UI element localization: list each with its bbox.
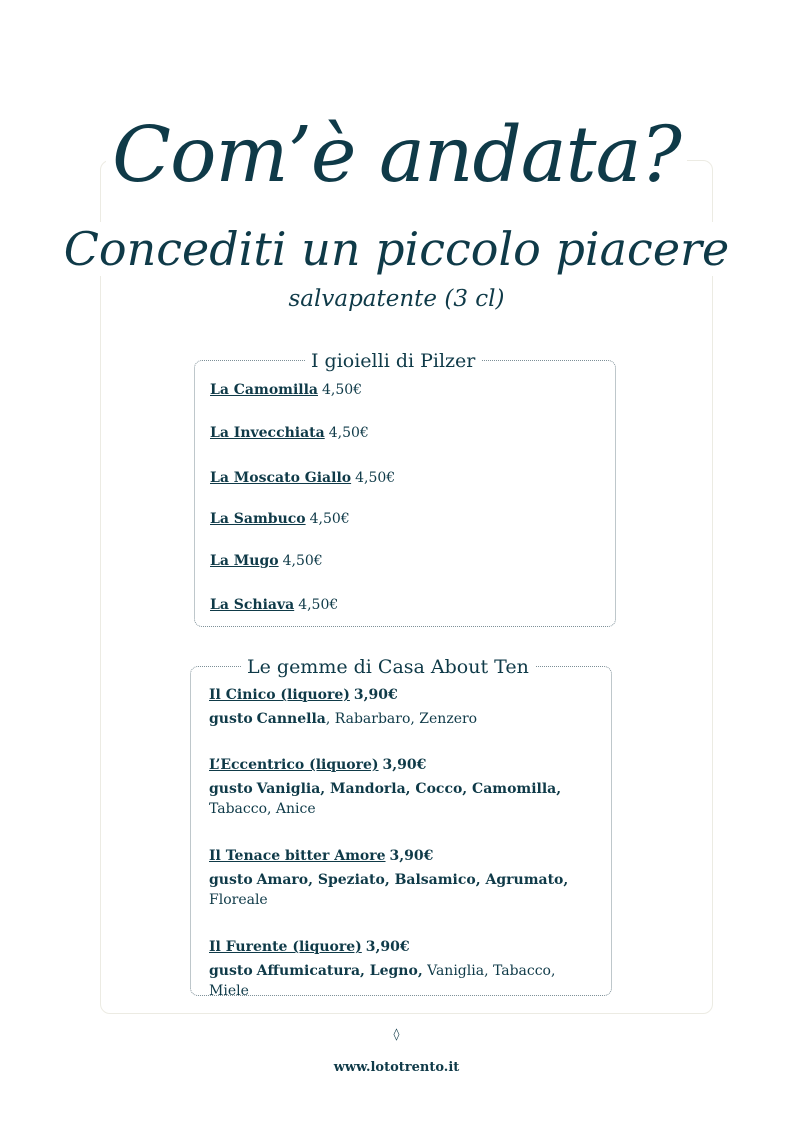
item-name: La Schiava [210, 597, 295, 613]
casa-heading: Le gemme di Casa About Ten [241, 655, 535, 679]
item-name: Il Tenace bitter Amore [209, 848, 386, 864]
taste-main: Amaro, Speziato, Balsamico, Agrumato, [256, 872, 569, 888]
menu-item [210, 596, 338, 614]
taste-rest: Floreale [209, 892, 268, 908]
item-name: La Sambuco [210, 511, 306, 527]
item-taste [209, 779, 589, 819]
taste-label: gusto [209, 711, 253, 727]
taste-label: gusto [209, 781, 253, 797]
item-name: La Invecchiata [210, 425, 325, 441]
menu-item [210, 510, 350, 528]
item-price: 4,50€ [298, 597, 339, 613]
taste-rest: Tabacco, Anice [209, 801, 316, 817]
taste-main: Cannella [256, 711, 326, 727]
menu-item [210, 381, 362, 399]
page-subtitle: Concediti un piccolo piacere [0, 220, 793, 278]
item-taste [209, 709, 589, 729]
taste-main: Affumicatura, Legno, [256, 963, 423, 979]
item-name: La Mugo [210, 553, 279, 569]
menu-item [209, 846, 589, 910]
taste-label: gusto [209, 872, 253, 888]
menu-item [210, 552, 323, 570]
item-taste [209, 961, 589, 1001]
item-price: 3,90€ [382, 757, 427, 773]
item-name: L’Eccentrico (liquore) [209, 757, 379, 773]
pilzer-heading: I gioielli di Pilzer [305, 349, 481, 373]
item-price: 4,50€ [328, 425, 369, 441]
item-taste [209, 870, 589, 910]
diamond-ornament: ◊ [393, 1027, 400, 1041]
item-name: La Moscato Giallo [210, 470, 352, 486]
item-price: 3,90€ [389, 848, 434, 864]
pilzer-section [194, 350, 616, 627]
item-name: Il Furente (liquore) [209, 939, 362, 955]
menu-item [209, 937, 589, 1001]
serving-note: salvapatente (3 cl) [288, 286, 505, 312]
item-price: 3,90€ [365, 939, 410, 955]
item-name: Il Cinico (liquore) [209, 687, 350, 703]
menu-item [210, 469, 395, 487]
menu-item [210, 424, 369, 442]
page-title: Com’è andata? [0, 108, 793, 204]
taste-label: gusto [209, 963, 253, 979]
item-price: 4,50€ [355, 470, 396, 486]
taste-rest: , Rabarbaro, Zenzero [325, 711, 478, 727]
website-link[interactable]: www.lototrento.it [333, 1060, 460, 1075]
taste-main: Vaniglia, Mandorla, Cocco, Camomilla, [256, 781, 562, 797]
item-price: 4,50€ [322, 382, 363, 398]
menu-item [209, 685, 589, 729]
menu-item [209, 755, 589, 819]
item-name: La Camomilla [210, 382, 318, 398]
item-price: 3,90€ [353, 687, 398, 703]
casa-section [190, 656, 612, 999]
taste-rest: Vaniglia, Tabacco, Miele [209, 963, 556, 999]
item-price: 4,50€ [309, 511, 350, 527]
item-price: 4,50€ [282, 553, 323, 569]
